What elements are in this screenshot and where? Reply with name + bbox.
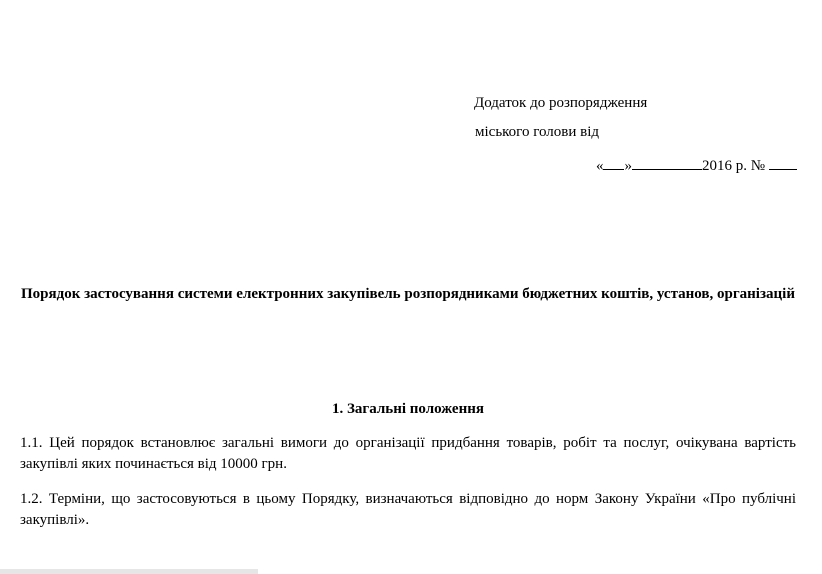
appendix-line-2: міського голови від	[475, 124, 600, 140]
number-blank	[769, 155, 797, 170]
section-title: 1. Загальні положення	[332, 401, 484, 417]
paragraph-1-1: 1.1. Цей порядок встановлює загальні вимоги до організації придбання товарів, робіт та послуг, очікувана вартість закупівлі яких починається від 10000 грн.	[20, 435, 796, 472]
year-label: 2016 р. №	[701, 158, 765, 174]
paragraph-1-2: 1.2. Терміни, що застосовуються в цьому Порядку, визначаються відповідно до норм Закону України «Про публічні закупівлі».	[20, 491, 796, 528]
document-title: Порядок застосування системи електронних закупівель розпорядниками бюджетних коштів, установ, організацій	[21, 286, 795, 302]
appendix-block	[474, 94, 647, 152]
month-blank	[632, 155, 702, 170]
date-quote-close: »	[624, 158, 632, 174]
appendix-line-1: Додаток до розпорядження	[474, 95, 648, 111]
date-quote-open: «	[595, 158, 604, 174]
appendix-date-line	[596, 155, 797, 175]
horizontal-scrollbar[interactable]	[0, 569, 258, 574]
day-blank	[603, 155, 624, 170]
